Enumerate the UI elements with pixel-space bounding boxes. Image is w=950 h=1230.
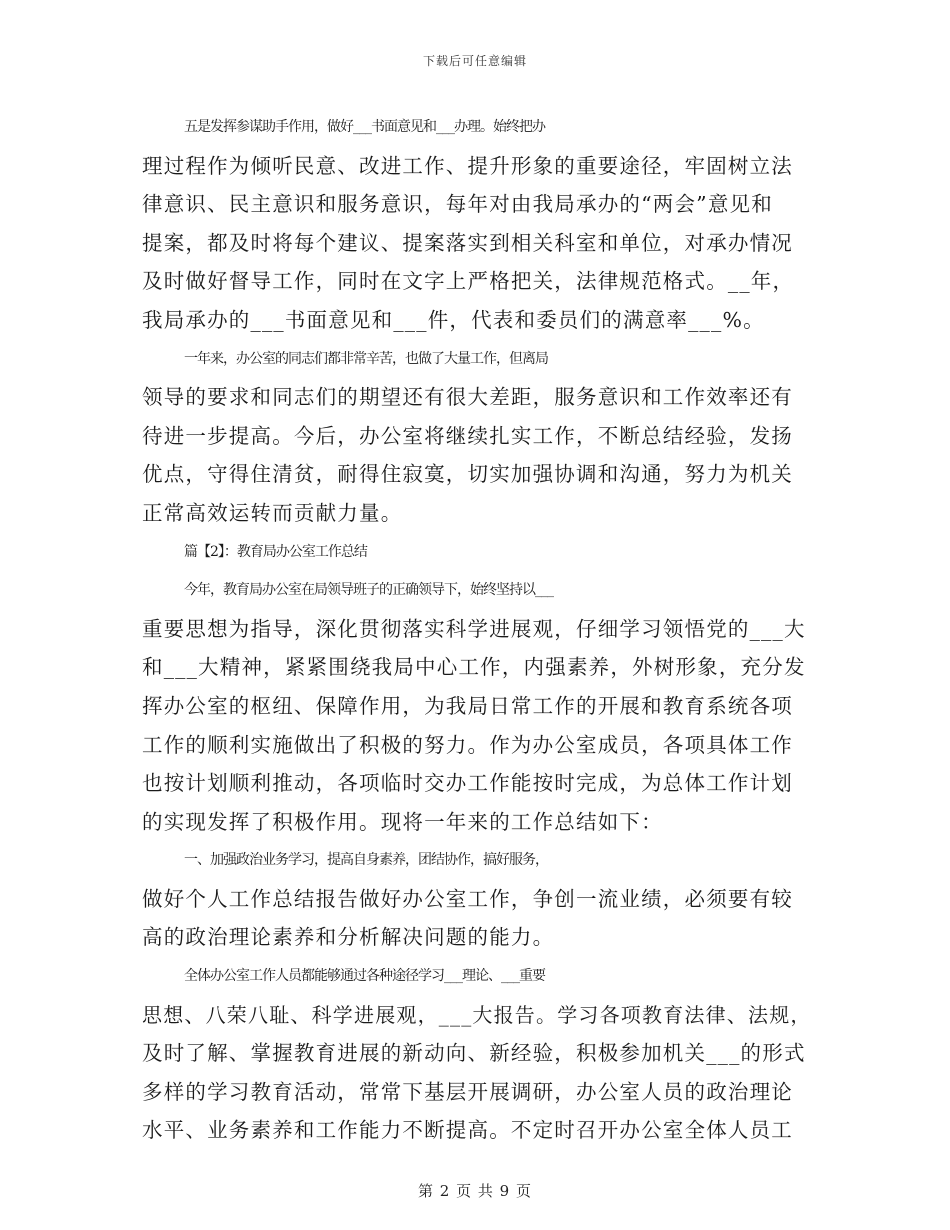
text-line: 五是发挥参谋助手作用，做好___书面意见和___办理。始终把办 [184,119,545,135]
text-line: 律意识、民主意识和服务意识，每年对由我局承办的“两会”意见和 [142,192,773,217]
text-line: 我局承办的___书面意见和___件，代表和委员们的满意率___%。 [142,307,765,332]
text-line: 做好个人工作总结报告做好办公室工作，争创一流业绩，必须要有较 [142,886,793,911]
text-line: 也按计划顺利推动，各项临时交办工作能按时完成，为总体工作计划 [142,771,793,796]
text-line: 及时了解、掌握教育进展的新动向、新经验，积极参加机关___的形式 [142,1041,806,1066]
text-line: 工作的顺利实施做出了积极的努力。作为办公室成员，各项具体工作 [142,732,793,757]
text-line: 领导的要求和同志们的期望还有很大差距，服务意识和工作效率还有 [142,385,793,410]
text-line: 高的政治理论素养和分析解决问题的能力。 [142,925,555,950]
text-line: 优点，守得住清贫，耐得住寂寞，切实加强协调和沟通，努力为机关 [142,462,793,487]
text-line: 今年，教育局办公室在局领导班子的正确领导下，始终坚持以___ [184,582,553,599]
text-line: 正常高效运转而贡献力量。 [142,500,403,525]
text-line: 水平、业务素养和工作能力不断提高。不定时召开办公室全体人员工 [142,1118,793,1143]
text-line: 思想、八荣八耻、科学进展观，___大报告。学习各项教育法律、法规， [142,1002,812,1027]
text-line: 一、加强政治业务学习，提高自身素养，团结协作，搞好服务， [184,852,548,869]
text-line: 及时做好督导工作，同时在文字上严格把关，法律规范格式。__年， [142,269,795,294]
text-line: 一年来，办公室的同志们都非常辛苦，也做了大量工作，但离局 [184,350,548,367]
text-line: 多样的学习教育活动，常常下基层开展调研，办公室人员的政治理论 [142,1079,793,1104]
text-line: 理过程作为倾听民意、改进工作、提升形象的重要途径，牢固树立法 [142,153,793,178]
text-line: 待进一步提高。今后，办公室将继续扎实工作，不断总结经验，发扬 [142,423,793,448]
document-body [142,108,814,1150]
text-line: 全体办公室工作人员都能够通过各种途径学习___理论、___重要 [184,968,545,985]
text-line: 的实现发挥了积极作用。现将一年来的工作总结如下： [142,809,663,834]
page-header: 下载后可任意编辑 [422,54,527,68]
text-line: 和___大精神，紧紧围绕我局中心工作，内强素养，外树形象，充分发 [142,655,806,680]
text-line: 提案，都及时将每个建议、提案落实到相关科室和单位，对承办情况 [142,230,793,255]
text-line: 重要思想为指导，深化贯彻落实科学进展观，仔细学习领悟党的___大 [142,616,806,641]
text-line: 挥办公室的枢纽、保障作用，为我局日常工作的开展和教育系统各项 [142,693,793,718]
text-line: 篇【2】：教育局办公室工作总结 [184,543,367,560]
page-footer: 第 2 页 共 9 页 [418,1182,532,1200]
